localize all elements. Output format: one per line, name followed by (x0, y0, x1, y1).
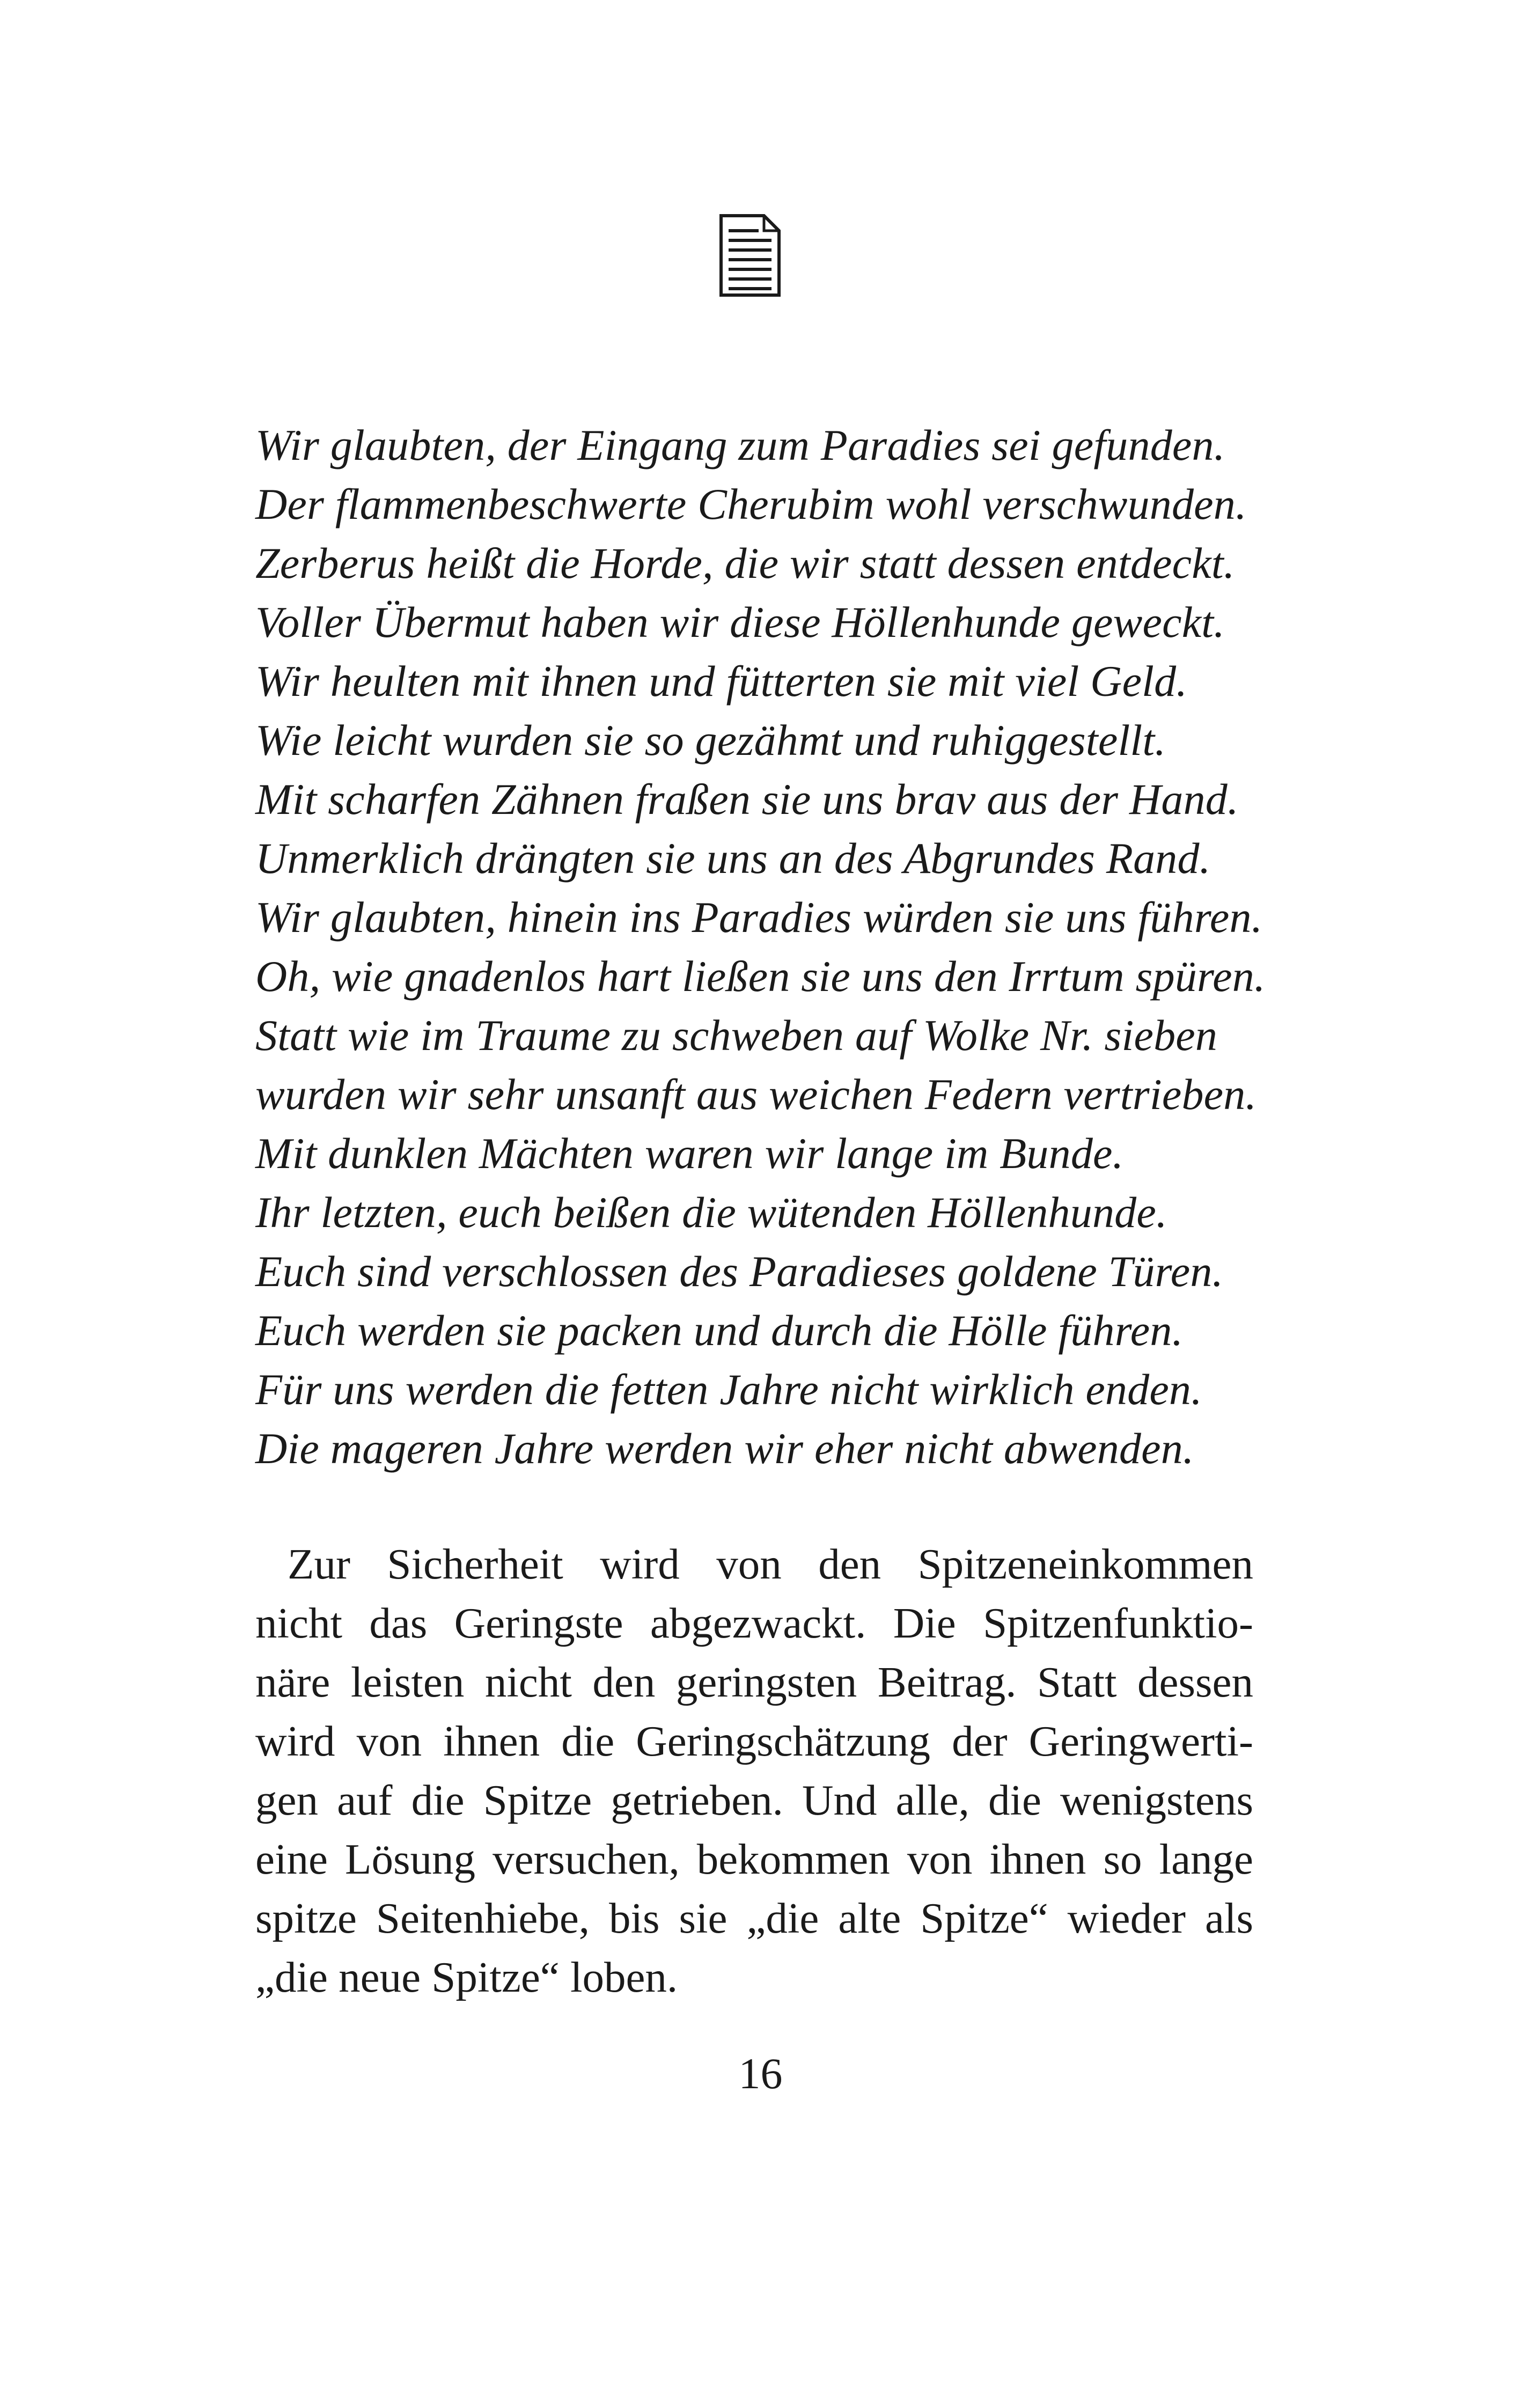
poem-line: Statt wie im Traume zu schweben auf Wolke Nr. sieben (255, 1011, 1218, 1060)
poem-line: Oh, wie gnadenlos hart ließen sie uns den Irrtum spüren. (255, 952, 1266, 1001)
poem-line: Ihr letzten, euch beißen die wütenden Höllenhunde. (255, 1188, 1167, 1237)
prose-line: eine Lösung versuchen, bekommen von ihnen so lange (255, 1835, 1253, 1883)
prose-line: Zur Sicherheit wird von den Spitzeneinkommen (288, 1540, 1253, 1588)
poem-line: Wie leicht wurden sie so gezähmt und ruhiggestellt. (255, 716, 1166, 765)
poem-line: Mit dunklen Mächten waren wir lange im Bunde. (255, 1129, 1124, 1178)
poem-line: Euch sind verschlossen des Paradieses goldene Türen. (255, 1247, 1224, 1296)
prose-line: nicht das Geringste abgezwackt. Die Spitzenfunktio- (255, 1599, 1253, 1647)
poem-line: Zerberus heißt die Horde, die wir statt dessen entdeckt. (255, 539, 1235, 588)
prose-line: wird von ihnen die Geringschätzung der Geringwerti- (255, 1717, 1253, 1765)
prose-line: gen auf die Spitze getrieben. Und alle, die wenigstens (255, 1776, 1253, 1824)
poem-line: wurden wir sehr unsanft aus weichen Federn vertrieben. (255, 1070, 1257, 1119)
prose-line: spitze Seitenhiebe, bis sie „die alte Spitze“ wieder als (255, 1894, 1253, 1942)
prose-line: „die neue Spitze“ loben. (255, 1953, 678, 2001)
poem-line: Mit scharfen Zähnen fraßen sie uns brav aus der Hand. (255, 775, 1239, 824)
prose-paragraph (255, 1535, 1253, 2007)
poem-line: Die mageren Jahre werden wir eher nicht abwenden. (255, 1424, 1194, 1473)
poem-line: Unmerklich drängten sie uns an des Abgrundes Rand. (255, 834, 1211, 883)
poem-line: Euch werden sie packen und durch die Hölle führen. (255, 1306, 1184, 1355)
poem-line: Wir glaubten, hinein ins Paradies würden sie uns führen. (255, 893, 1263, 942)
poem-line: Für uns werden die fetten Jahre nicht wirklich enden. (255, 1365, 1202, 1414)
poem-line: Wir heulten mit ihnen und fütterten sie mit viel Geld. (255, 657, 1188, 706)
page-number: 16 (738, 2049, 783, 2098)
prose-line: näre leisten nicht den geringsten Beitrag. Statt dessen (255, 1658, 1253, 1706)
poem-line: Voller Übermut haben wir diese Höllenhunde geweckt. (255, 598, 1225, 647)
poem (255, 416, 1328, 1478)
poem-line: Wir glaubten, der Eingang zum Paradies sei gefunden. (255, 421, 1225, 469)
poem-line: Der flammenbeschwerte Cherubim wohl verschwunden. (255, 480, 1247, 528)
document-icon (718, 212, 782, 298)
